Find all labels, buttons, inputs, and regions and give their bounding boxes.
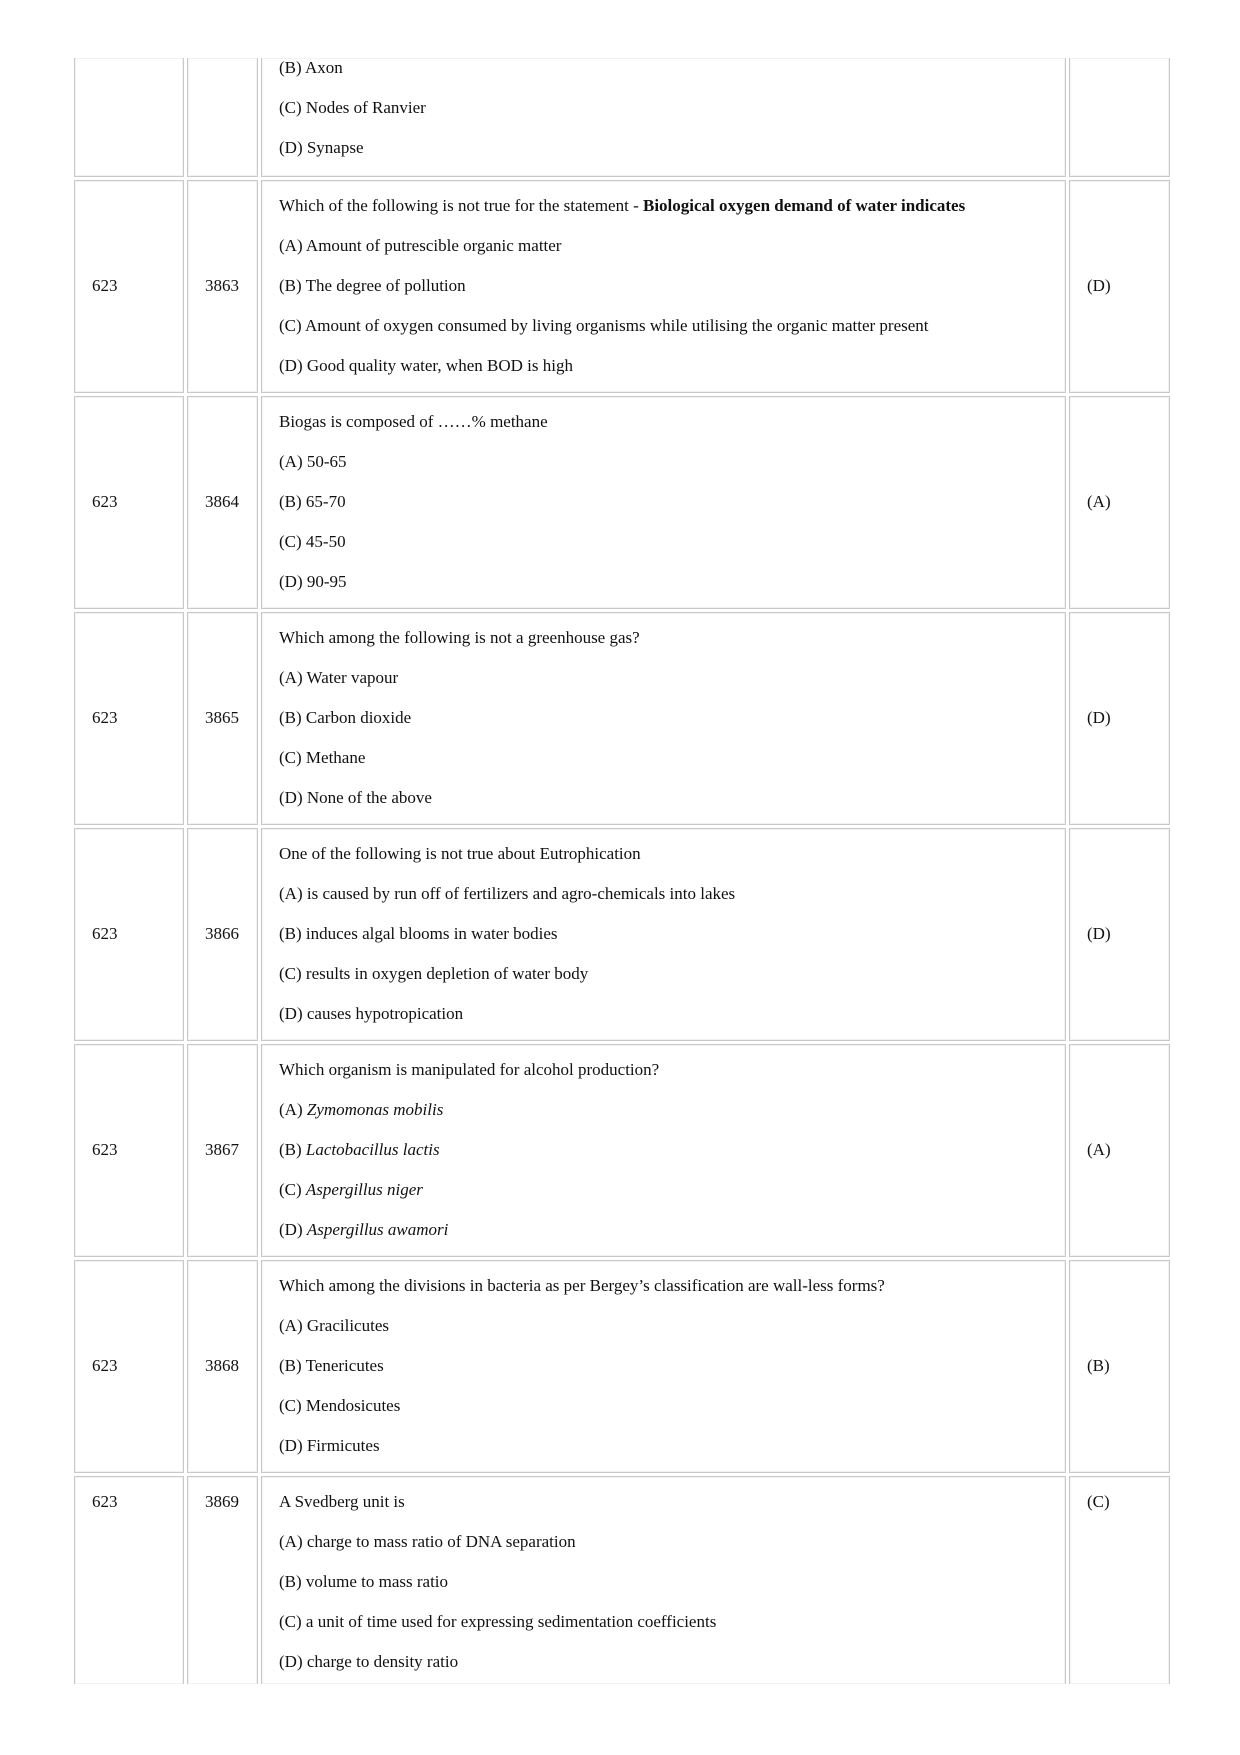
question-text: Biogas is composed of ……% methane [279,412,548,431]
table-row [74,1260,1170,1473]
question-cell [261,612,1066,825]
paper-number: 623 [92,1356,118,1375]
question-id: 3869 [205,1492,239,1511]
answer: (A) [1087,1140,1111,1159]
question-cell [261,1476,1066,1684]
qid-cell [187,58,258,177]
option-b: (B) volume to mass ratio [279,1572,449,1591]
option-d-prefix: (D) [279,1220,307,1239]
option-c: (C) Methane [279,748,366,767]
answer-cell [1069,180,1170,393]
qid-cell [187,612,258,825]
option-d: (D) Firmicutes [279,1436,380,1455]
paper-cell [74,58,184,177]
option-b: (B) 65-70 [279,492,346,511]
qid-cell [187,396,258,609]
question-text: A Svedberg unit is [279,1492,405,1511]
paper-number: 623 [92,708,118,727]
table-row [74,180,1170,393]
paper-cell [74,1260,184,1473]
option-c [279,1180,423,1200]
option-c-prefix: (C) [279,1180,306,1199]
option-c: (C) results in oxygen depletion of water body [279,964,589,983]
question-cell [261,828,1066,1041]
question-text-plain: Which of the following is not true for the statement - [279,196,643,215]
paper-number: 623 [92,492,118,511]
qid-cell [187,1260,258,1473]
paper-cell [74,1044,184,1257]
answer-cell [1069,396,1170,609]
option-b [279,1140,440,1160]
paper-number: 623 [92,1492,118,1511]
answer-cell [1069,612,1170,825]
question-text-bold: Biological oxygen demand of water indicates [643,196,966,215]
option-d [279,1220,448,1240]
question-id: 3867 [205,1140,239,1159]
option-a-text: Zymomonas mobilis [306,1100,444,1119]
option-a: (A) charge to mass ratio of DNA separation [279,1532,576,1551]
question-id: 3864 [205,492,239,511]
option-b: (B) induces algal blooms in water bodies [279,924,558,943]
option-c: (C) Amount of oxygen consumed by living organisms while utilising the organic matter present [279,316,929,335]
option-a: (A) 50-65 [279,452,347,471]
option-d: (D) 90-95 [279,572,347,591]
paper-number: 623 [92,1140,118,1159]
answer: (C) [1087,1492,1110,1511]
question-id: 3863 [205,276,239,295]
question-id: 3868 [205,1356,239,1375]
qid-cell [187,1476,258,1684]
question-id: 3865 [205,708,239,727]
question-cell [261,58,1066,177]
option-b-prefix: (B) [279,1140,306,1159]
option-a: (A) Water vapour [279,668,399,687]
option-c: (C) Mendosicutes [279,1396,401,1415]
table-row [74,612,1170,825]
answer: (D) [1087,924,1111,943]
qid-cell [187,1044,258,1257]
answer: (D) [1087,708,1111,727]
option-c: (C) 45-50 [279,532,346,551]
question-id: 3866 [205,924,239,943]
option-a: (A) is caused by run off of fertilizers and agro-chemicals into lakes [279,884,736,903]
table-row [74,396,1170,609]
paper-cell [74,828,184,1041]
option-b: (B) The degree of pollution [279,276,466,295]
option-b-text: Lactobacillus lactis [305,1140,440,1159]
question-text: Which among the divisions in bacteria as per Bergey’s classification are wall-less forms? [279,1276,885,1295]
question-cell [261,1260,1066,1473]
answer-cell [1069,1044,1170,1257]
table-row [74,1044,1170,1257]
option-b: (B) Carbon dioxide [279,708,412,727]
answer-cell [1069,1260,1170,1473]
question-cell [261,180,1066,393]
table-row [74,1476,1170,1684]
option-d: (D) Good quality water, when BOD is high [279,356,573,375]
question-cell [261,396,1066,609]
option-d-text: Aspergillus awamori [306,1220,449,1239]
option-a: (A) Gracilicutes [279,1316,389,1335]
question-text: Which among the following is not a greenhouse gas? [279,628,640,647]
qid-cell [187,828,258,1041]
question-text: One of the following is not true about Eutrophication [279,844,641,863]
option-c: (C) Nodes of Ranvier [279,98,426,117]
option-b: (B) Tenericutes [279,1356,384,1375]
option-a [279,1100,443,1120]
option-c-text: Aspergillus niger [305,1180,423,1199]
option-b: (B) Axon [279,58,343,77]
option-d: (D) causes hypotropication [279,1004,464,1023]
paper-number: 623 [92,924,118,943]
option-d: (D) None of the above [279,788,432,807]
option-d: (D) charge to density ratio [279,1652,459,1671]
answer: (D) [1087,276,1111,295]
question-cell [261,1044,1066,1257]
question-text: Which organism is manipulated for alcohol production? [279,1060,660,1079]
table-row [74,58,1170,177]
answer: (A) [1087,492,1111,511]
paper-cell [74,180,184,393]
option-a-prefix: (A) [279,1100,307,1119]
answer: (B) [1087,1356,1110,1375]
option-a: (A) Amount of putrescible organic matter [279,236,562,255]
paper-cell [74,612,184,825]
table-row [74,828,1170,1041]
paper-cell [74,1476,184,1684]
answer-cell [1069,58,1170,177]
option-c: (C) a unit of time used for expressing sedimentation coefficients [279,1612,717,1631]
option-d: (D) Synapse [279,138,364,157]
question-text [279,196,965,216]
answer-cell [1069,1476,1170,1684]
qid-cell [187,180,258,393]
paper-cell [74,396,184,609]
paper-number: 623 [92,276,118,295]
answer-cell [1069,828,1170,1041]
